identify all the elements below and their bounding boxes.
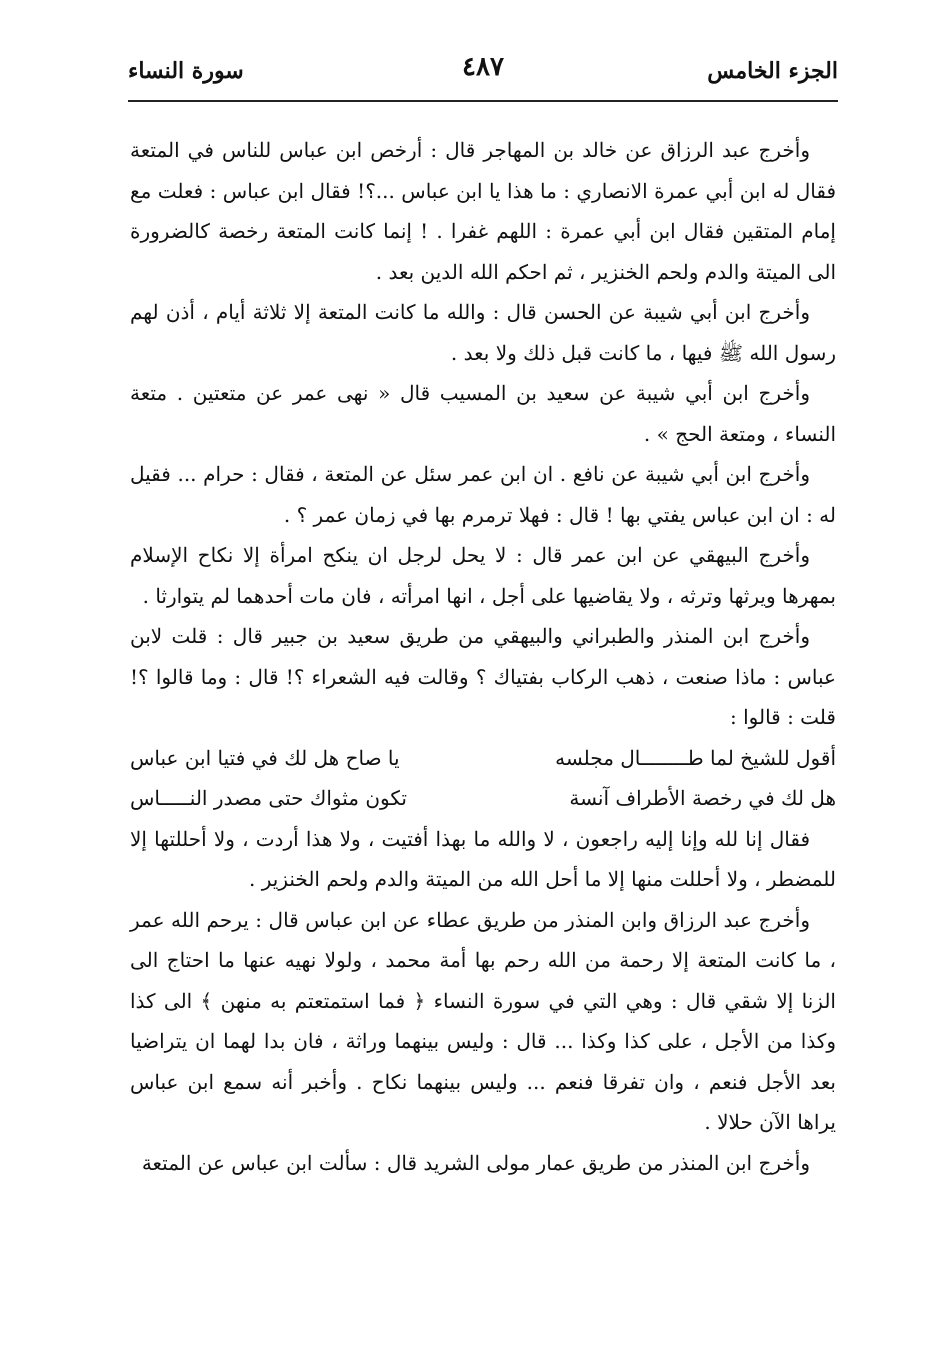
poem-verse	[130, 778, 836, 819]
paragraph: فقال إنا لله وإنا إليه راجعون ، لا والله ما بهذا أفتيت ، ولا هذا أردت ، ولا أحللتها إلا للمضطر ، ولا أحللت منها إلا ما أحل الله من الميتة والدم ولحم الخنزير .	[130, 826, 836, 891]
page-header	[128, 50, 838, 96]
paragraph: وأخرج عبد الرزاق عن خالد بن المهاجر قال : أرخص ابن عباس للناس في المتعة فقال له ابن أبي عمرة الانصاري : ما هذا يا ابن عباس ...؟! فقال ابن عباس : فعلت مع إمام المتقين فقال ابن أبي عمرة : اللهم غفرا . ! إنما كانت المتعة رخصة كالضرورة الى الميتة والدم ولحم الخنزير ، ثم احكم الله الدين بعد .	[130, 138, 836, 284]
verse-first-hemistich: أقول للشيخ لما طــــــــال مجلسه	[555, 745, 836, 770]
page-body	[130, 130, 836, 1183]
paragraph: وأخرج ابن أبي شيبة عن نافع . ان ابن عمر سئل عن المتعة ، فقال : حرام ... فقيل له : ان ابن عباس يفتي بها ! قال : فهلا ترمرم بها في زمان عمر ؟ .	[130, 462, 836, 527]
paragraph: وأخرج ابن المنذر من طريق عمار مولى الشريد قال : سألت ابن عباس عن المتعة	[141, 1150, 810, 1175]
header-rule	[128, 100, 838, 102]
paragraph: وأخرج ابن أبي شيبة عن الحسن قال : والله ما كانت المتعة إلا ثلاثة أيام ، أذن لهم رسول الله ﷺ فيها ، ما كانت قبل ذلك ولا بعد .	[130, 300, 836, 365]
poem-verse	[130, 738, 836, 779]
paragraph: وأخرج ابن المنذر والطبراني والبيهقي من طريق سعيد بن جبير قال : قلت لابن عباس : ماذا صنعت ، ذهب الركاب بفتياك ؟ وقالت فيه الشعراء ؟! قال : وما قالوا ؟! قلت : قالوا :	[130, 624, 836, 729]
verse-first-hemistich: هل لك في رخصة الأطراف آنسة	[569, 786, 836, 810]
surah-title: سورة النساء	[128, 58, 244, 84]
paragraph: وأخرج ابن أبي شيبة عن سعيد بن المسيب قال « نهى عمر عن متعتين . متعة النساء ، ومتعة الحج » .	[130, 381, 836, 446]
verse-second-hemistich: يا صاح هل لك في فتيا ابن عباس	[130, 745, 400, 770]
part-title: الجزء الخامس	[707, 58, 838, 84]
page-number: ٤٨٧	[462, 52, 504, 82]
paragraph: وأخرج البيهقي عن ابن عمر قال : لا يحل لرجل ان ينكح امرأة إلا نكاح الإسلام بمهرها ويرثها وترثه ، ولا يقاضيها على أجل ، انها امرأته ، فان مات أحدهما لم يتوارثا .	[130, 543, 836, 608]
verse-second-hemistich: تكون مثواك حتى مصدر النـــــاس	[130, 786, 407, 810]
paragraph: وأخرج عبد الرزاق وابن المنذر من طريق عطاء عن ابن عباس قال : يرحم الله عمر ، ما كانت المتعة إلا رحمة من الله رحم بها أمة محمد ، ولولا نهيه عنها ما احتاج الى الزنا إلا شقي قال : وهي التي في سورة النساء ﴿ فما استمتعتم به منهن ﴾ الى كذا وكذا من الأجل ، على كذا وكذا ... قال : وليس بينهما وراثة ، فان بدا لهما ان يتراضيا بعد الأجل فنعم ، وان تفرقا فنعم ... وليس بينهما نكاح . وأخبر أنه سمع ابن عباس يراها الآن حلالا .	[130, 907, 837, 1134]
